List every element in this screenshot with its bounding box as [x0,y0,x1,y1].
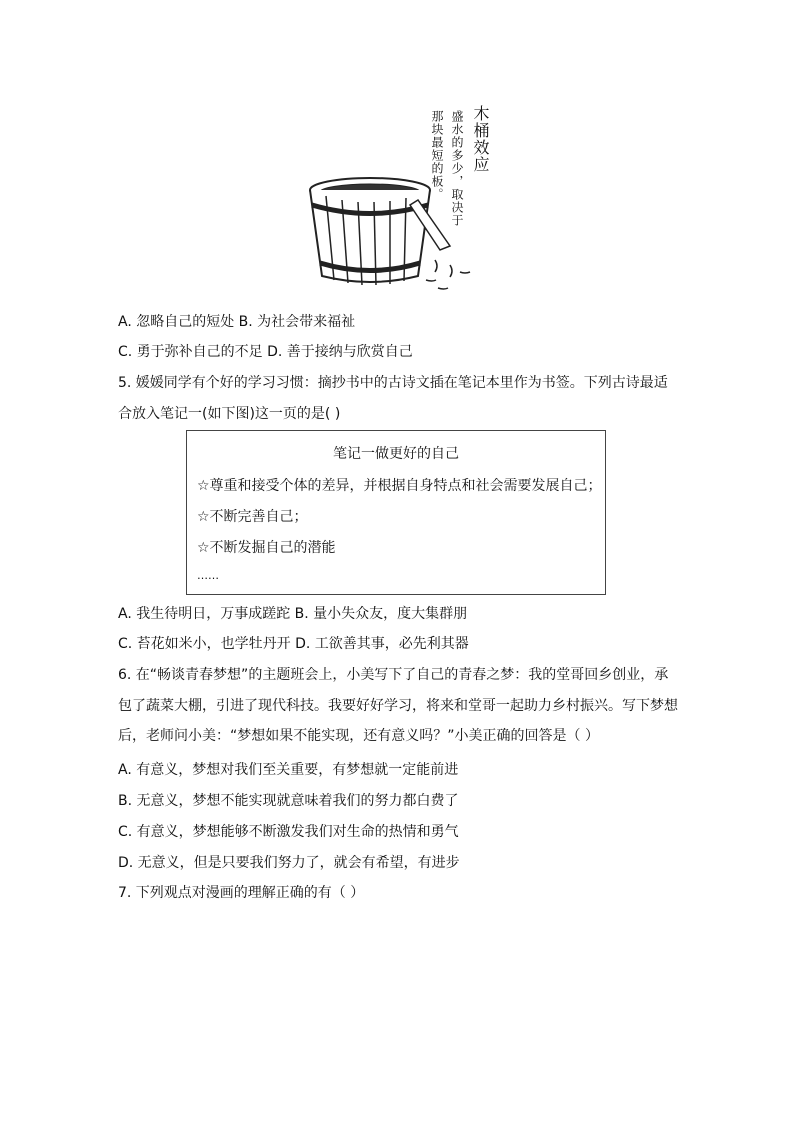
figure-title: 木桶效应 [471,105,490,173]
q5-stem-line2: 合放入笔记一(如下图)这一页的是( ) [118,406,341,422]
q6-stem-line1: 6. 在“畅谈青春梦想”的主题班会上，小美写下了自己的青春之梦：我的堂哥回乡创业，承 [118,667,669,683]
q6-option-b: B. 无意义，梦想不能实现就意味着我们的努力都白费了 [118,793,459,809]
note-box [186,430,606,595]
q6-option-c: C. 有意义，梦想能够不断激发我们对生命的热情和勇气 [118,824,459,840]
note-item: ☆不断发掘自己的潜能 [197,540,336,556]
q5-options-row1: A. 我生待明日，万事成蹉跎 B. 量小失众友，度大集群朋 [118,606,468,622]
q5-stem-line1: 5. 媛媛同学有个好的学习习惯：摘抄书中的古诗文插在笔记本里作为书签。下列古诗最适 [118,375,668,391]
q5-options-row2: C. 苔花如米小，也学牡丹开 D. 工欲善其事，必先利其器 [118,636,469,652]
note-item: ☆尊重和接受个体的差异，并根据自身特点和社会需要发展自己； [197,478,602,494]
note-item: ☆不断完善自己； [197,509,308,525]
note-title: 笔记一做更好的自己 [333,446,459,462]
q7-stem: 7. 下列观点对漫画的理解正确的有（ ） [118,885,365,901]
q4-options-row1: A. 忽略自己的短处 B. 为社会带来福祉 [118,314,356,330]
q6-stem-line3: 后，老师问小美：“梦想如果不能实现，还有意义吗？”小美正确的回答是（ ） [118,728,599,744]
figure-caption-col2: 那块最短的板。 [430,110,444,201]
q6-option-d: D. 无意义，但是只要我们努力了，就会有希望，有进步 [118,855,460,871]
barrel-illustration [300,100,500,300]
note-item-ellipsis: …… [197,569,219,582]
q6-option-a: A. 有意义，梦想对我们至关重要，有梦想就一定能前进 [118,762,459,778]
q6-stem-line2: 包了蔬菜大棚，引进了现代科技。我要好好学习，将来和堂哥一起助力乡村振兴。写下梦想 [118,698,678,714]
figure-caption-col1: 盛水的多少，取决于 [450,110,464,227]
q4-options-row2: C. 勇于弥补自己的不足 D. 善于接纳与欣赏自己 [118,344,413,360]
